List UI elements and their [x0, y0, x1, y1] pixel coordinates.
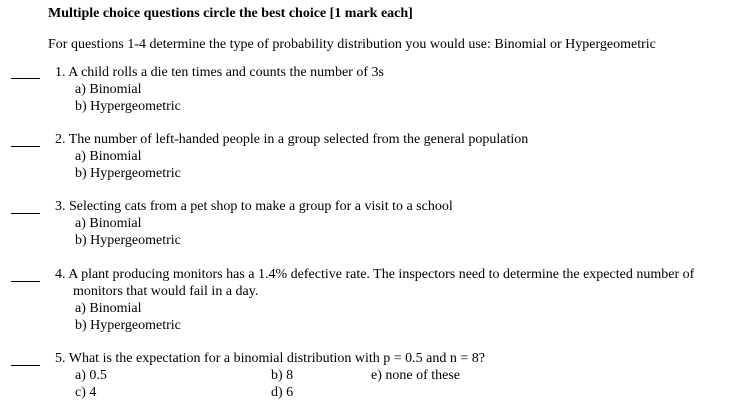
- question-5: [55, 350, 745, 401]
- answer-blank-3[interactable]: [11, 213, 40, 214]
- answer-blank-1[interactable]: [11, 78, 40, 79]
- answer-blank-2[interactable]: [11, 146, 40, 147]
- question-stem: 5. What is the expectation for a binomial distribution with p = 0.5 and n = 8?: [55, 351, 486, 366]
- section-heading: Multiple choice questions circle the best choice [1 mark each]: [48, 6, 413, 21]
- option-a: a) Binomial: [75, 149, 142, 164]
- question-stem: 3. Selecting cats from a pet shop to make a group for a visit to a school: [55, 199, 453, 214]
- option-e: e) none of these: [371, 368, 461, 383]
- option-b: b) Hypergeometric: [75, 318, 181, 333]
- answer-blank-4[interactable]: [11, 281, 40, 282]
- option-c: c) 4: [75, 385, 97, 400]
- question-1: [55, 64, 384, 115]
- question-stem: 4. A plant producing monitors has a 1.4% defective rate. The inspectors need to determine the expected number of: [55, 267, 695, 282]
- question-4: [55, 266, 694, 334]
- question-3: [55, 198, 453, 249]
- question-stem-continued: monitors that would fail in a day.: [73, 284, 259, 299]
- option-b: b) Hypergeometric: [75, 99, 181, 114]
- option-b: b) Hypergeometric: [75, 166, 181, 181]
- option-a: a) Binomial: [75, 216, 142, 231]
- option-a: a) 0.5: [75, 368, 107, 383]
- answer-blank-5[interactable]: [11, 365, 40, 366]
- option-a: a) Binomial: [75, 82, 142, 97]
- instructions: For questions 1-4 determine the type of probability distribution you would use: Binomial or Hypergeometric: [48, 37, 656, 52]
- option-a: a) Binomial: [75, 301, 142, 316]
- option-b: b) 8: [271, 368, 294, 383]
- options-grid: [55, 367, 745, 401]
- option-b: b) Hypergeometric: [75, 233, 181, 248]
- question-stem: 1. A child rolls a die ten times and counts the number of 3s: [55, 65, 384, 80]
- question-2: [55, 131, 528, 182]
- option-d: d) 6: [271, 385, 294, 400]
- question-stem: 2. The number of left-handed people in a group selected from the general population: [55, 132, 529, 147]
